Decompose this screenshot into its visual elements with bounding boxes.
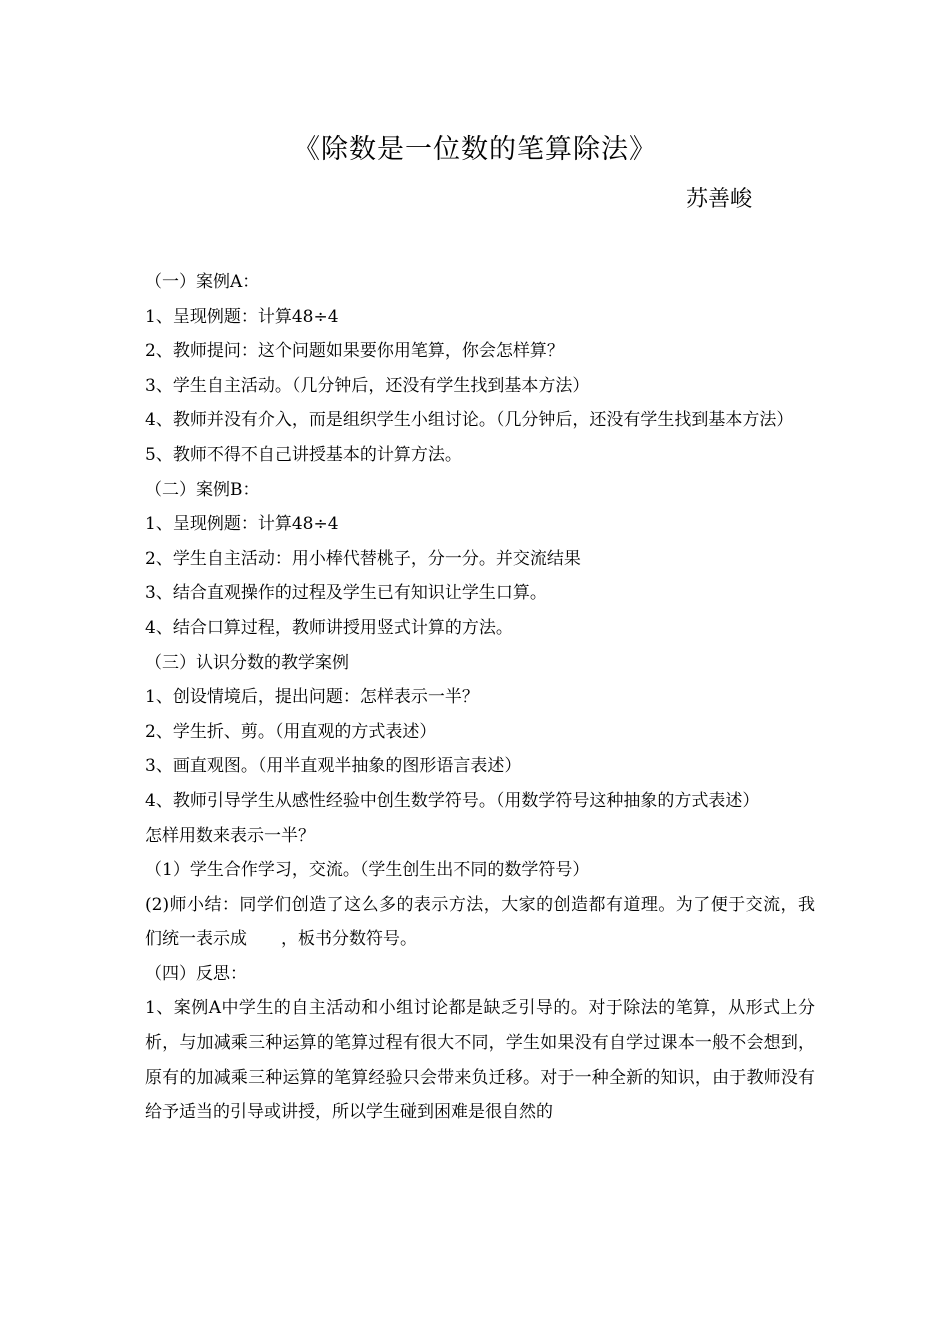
paragraph: 2、教师提问：这个问题如果要你用笔算，你会怎样算？ <box>145 341 564 362</box>
paragraph: 3、学生自主活动。（几分钟后，还没有学生找到基本方法） <box>145 375 590 396</box>
paragraph: 5、教师不得不自己讲授基本的计算方法。 <box>145 444 462 465</box>
section-heading-case-a: （一）案例A： <box>145 272 260 292</box>
paragraph: 1、呈现例题：计算48÷4 <box>145 514 339 535</box>
paragraph: （1）学生合作学习，交流。（学生创生出不同的数学符号） <box>145 860 590 881</box>
document-title: 《除数是一位数的笔算除法》 <box>293 134 657 165</box>
paragraph: 1、案例A中学生的自主活动和小组讨论都是缺乏引导的。对于除法的笔算，从形式上分析，与加减乘三种运算的笔算过程有很大不同，学生如果没有自学过课本一般不会想到，原有的加减乘三种运算的笔算经验只会带来负迁移。对于一种全新的知识，由于教师没有给予适当的引导或讲授，所以学生碰到困难是很自然的 <box>145 998 815 1123</box>
paragraph: 3、结合直观操作的过程及学生已有知识让学生口算。 <box>145 583 547 604</box>
paragraph: 4、教师并没有介入，而是组织学生小组讨论。（几分钟后，还没有学生找到基本方法） <box>145 410 794 431</box>
paragraph: 1、呈现例题：计算48÷4 <box>145 306 339 327</box>
section-heading-case-b: （二）案例B： <box>145 479 260 500</box>
section-heading-fractions: （三）认识分数的教学案例 <box>145 652 349 673</box>
paragraph: 2、学生自主活动：用小棒代替桃子，分一分。并交流结果 <box>145 548 581 569</box>
paragraph: (2)师小结：同学们创造了这么多的表示方法，大家的创造都有道理。为了便于交流，我们统一表示成 ，板书分数符号。 <box>145 894 815 950</box>
paragraph: 怎样用数来表示一半？ <box>145 825 315 846</box>
paragraph: 3、画直观图。（用半直观半抽象的图形语言表述） <box>145 756 522 777</box>
paragraph: 2、学生折、剪。（用直观的方式表述） <box>145 721 437 742</box>
paragraph: 4、结合口算过程，教师讲授用竖式计算的方法。 <box>145 617 513 638</box>
document-author: 苏善峻 <box>686 187 753 212</box>
document-body <box>145 265 815 1130</box>
section-heading-reflection: （四）反思： <box>145 963 247 984</box>
paragraph: 4、教师引导学生从感性经验中创生数学符号。（用数学符号这种抽象的方式表述） <box>145 790 760 811</box>
paragraph: 1、创设情境后，提出问题：怎样表示一半？ <box>145 687 479 708</box>
